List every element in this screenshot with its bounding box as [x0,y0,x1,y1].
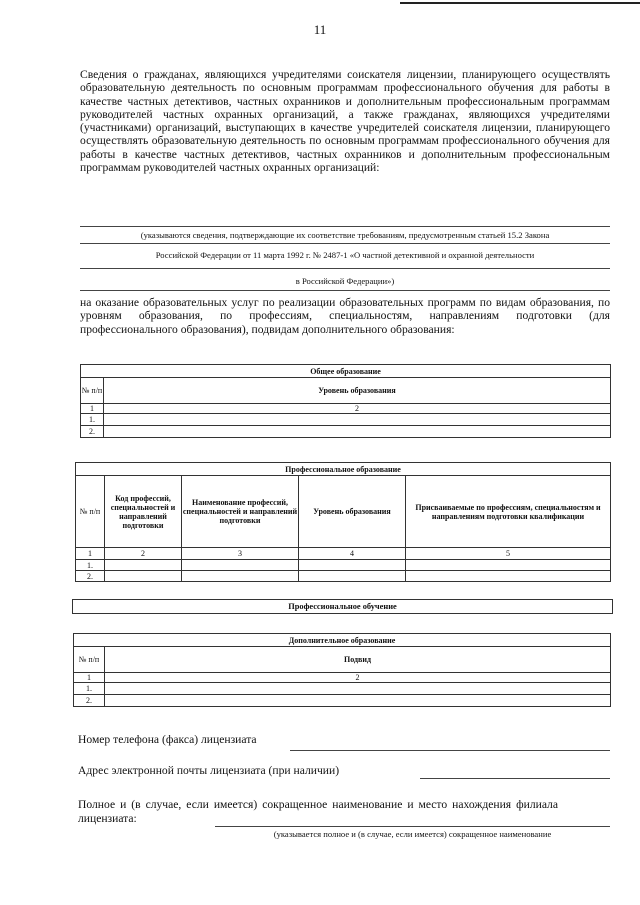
services-paragraph: на оказание образовательных услуг по реализации образовательных программ по видам образования, по уровням образования, по профессиям, специальностям, направлениям подготовки (для профессионального образования), подвидам дополнительного образования: [80,296,610,336]
index-cell: 3 [182,548,299,560]
table-cell [105,695,611,707]
index-cell: 5 [406,548,611,560]
table-cell [182,571,299,582]
branch-note: (указывается полное и (в случае, если имеется) сокращенное наименование [273,829,552,839]
additional-education-table [73,633,611,707]
professional-education-table [75,462,611,582]
row-number: 2. [74,695,105,707]
table-cell [105,560,182,571]
column-header: Подвид [105,647,611,673]
table-cell [182,560,299,571]
table-cell [105,571,182,582]
professional-training-box: Профессиональное обучение [72,599,613,614]
table-title: Профессиональное образование [76,463,611,476]
table-title: Дополнительное образование [74,634,611,647]
table-cell [406,560,611,571]
legal-note-line-1: (указываются сведения, подтверждающие их соответствие требованиям, предусмотренным статьей 15.2 Закона [140,230,550,240]
row-number: 2. [81,426,104,438]
branch-input-line[interactable] [215,826,610,827]
column-header: Присваиваемые по профессиям, специальностям и направлениям подготовки квалификации [406,476,611,548]
fill-line [80,268,610,269]
page-number: 11 [313,22,327,37]
column-header: Уровень образования [299,476,406,548]
index-cell: 1 [74,673,105,683]
top-edge-line [400,2,640,4]
email-label: Адрес электронной почты лицензиата (при наличии) [78,764,340,777]
intro-paragraph: Сведения о гражданах, являющихся учредителями соискателя лицензии, планирующего осуществлять образовательную деятельность по основным программам профессионального обучения для работы в качестве частных детективов, частных охранников и дополнительным профессиональным программам руководителей частных охранных организаций, а также гражданах, являющихся учредителями (участниками) организаций, выступающих в качестве учредителей соискателя лицензии, планирующего осуществлять образовательную деятельность по основным программам профессионального обучения для работы в качестве частных детективов, частных охранников и дополнительным профессиональным программам руководителей частных охранных организаций: [80,68,610,175]
branch-label: Полное и (в случае, если имеется) сокращенное наименование и место нахождения филиала лицензиата: [78,798,558,825]
phone-label: Номер телефона (факса) лицензиата [78,733,257,746]
column-header: Наименование профессий, специальностей и направлений подготовки [182,476,299,548]
column-header: Уровень образования [104,378,611,404]
row-number: 1. [74,683,105,695]
column-header: Код профессий, специальностей и направлений подготовки [105,476,182,548]
row-number: 2. [76,571,105,582]
column-header: № п/п [76,476,105,548]
column-header: № п/п [74,647,105,673]
table-cell [406,571,611,582]
fill-line [80,290,610,291]
table-cell [104,426,611,438]
index-cell: 1 [76,548,105,560]
table-cell [299,571,406,582]
general-education-table [80,364,611,438]
fill-line [80,243,610,244]
legal-note-line-2: Российской Федерации от 11 марта 1992 г. № 2487-1 «О частной детективной и охранной деятельности [155,250,535,260]
row-number: 1. [76,560,105,571]
table-title: Общее образование [81,365,611,378]
table-cell [299,560,406,571]
index-cell: 2 [105,548,182,560]
table-cell [104,414,611,426]
index-cell: 4 [299,548,406,560]
index-cell: 2 [105,673,611,683]
email-input-line[interactable] [420,778,610,779]
index-cell: 1 [81,404,104,414]
table-cell [105,683,611,695]
phone-input-line[interactable] [290,750,610,751]
column-header: № п/п [81,378,104,404]
index-cell: 2 [104,404,611,414]
row-number: 1. [81,414,104,426]
fill-line [80,226,610,227]
legal-note-line-3: в Российской Федерации») [295,276,395,286]
